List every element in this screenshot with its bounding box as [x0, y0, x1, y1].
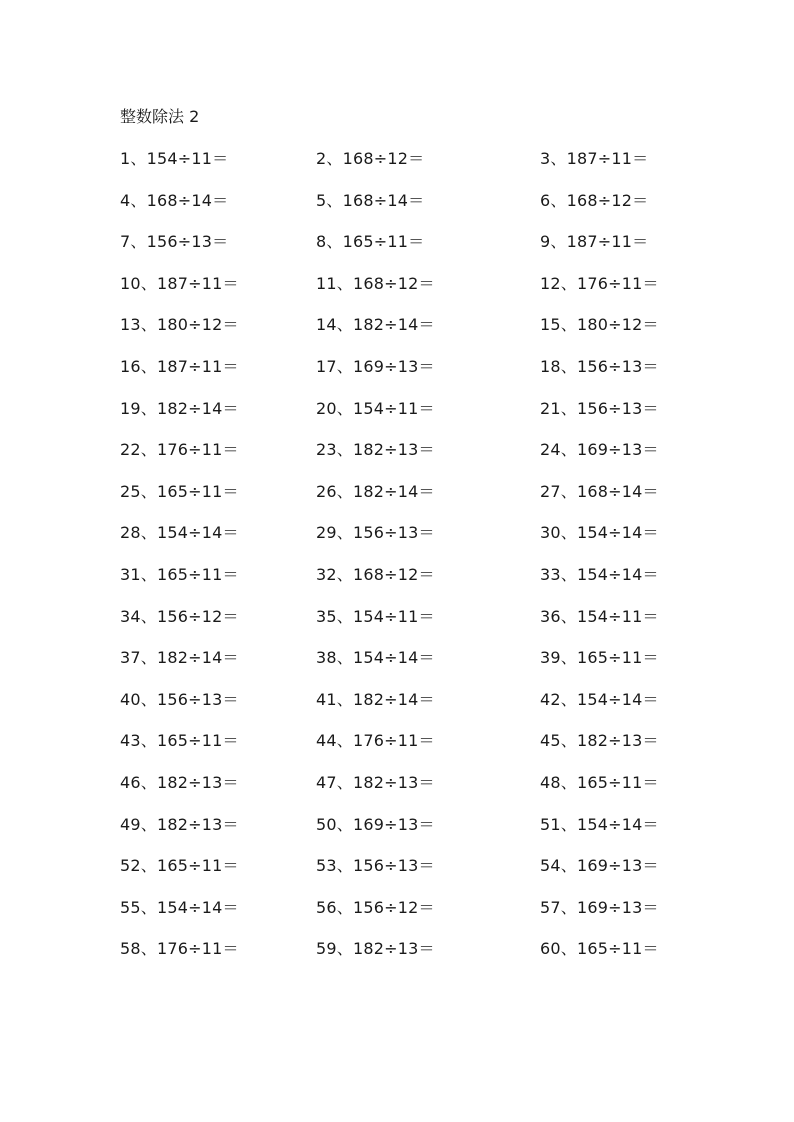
division-problem: 26、182÷14＝	[316, 481, 435, 501]
division-problem: 49、182÷13＝	[120, 814, 239, 834]
division-problem: 18、156÷13＝	[540, 356, 659, 376]
division-problem: 56、156÷12＝	[316, 897, 435, 917]
division-problem: 28、154÷14＝	[120, 523, 239, 543]
division-problem: 1、154÷11＝	[120, 149, 229, 168]
division-problem: 42、154÷14＝	[540, 689, 659, 709]
division-problem: 13、180÷12＝	[120, 315, 239, 335]
division-problem: 20、154÷11＝	[316, 398, 435, 418]
division-problem: 45、182÷13＝	[540, 731, 659, 751]
division-problem: 40、156÷13＝	[120, 689, 239, 709]
division-problem: 54、169÷13＝	[540, 856, 659, 876]
division-problem: 15、180÷12＝	[540, 315, 659, 335]
division-problem: 58、176÷11＝	[120, 939, 239, 959]
division-problem: 52、165÷11＝	[120, 856, 239, 876]
division-problem: 27、168÷14＝	[540, 481, 659, 501]
division-problem: 16、187÷11＝	[120, 356, 239, 376]
division-problem: 10、187÷11＝	[120, 273, 239, 293]
division-problem: 19、182÷14＝	[120, 398, 239, 418]
division-problem: 24、169÷13＝	[540, 440, 659, 460]
division-problem: 22、176÷11＝	[120, 440, 239, 460]
division-problem: 44、176÷11＝	[316, 731, 435, 751]
division-problem: 8、165÷11＝	[316, 232, 425, 252]
division-problem: 39、165÷11＝	[540, 648, 659, 668]
division-problem: 25、165÷11＝	[120, 481, 239, 501]
division-problem: 12、176÷11＝	[540, 273, 659, 293]
division-problem: 23、182÷13＝	[316, 440, 435, 460]
division-problem: 37、182÷14＝	[120, 648, 239, 668]
division-problem: 55、154÷14＝	[120, 897, 239, 917]
division-problem: 33、154÷14＝	[540, 564, 659, 584]
division-problem: 60、165÷11＝	[540, 939, 659, 959]
division-problem: 35、154÷11＝	[316, 606, 435, 626]
division-problem: 51、154÷14＝	[540, 814, 659, 834]
division-problem: 2、168÷12＝	[316, 149, 425, 168]
division-problem: 59、182÷13＝	[316, 939, 435, 959]
division-problem: 14、182÷14＝	[316, 315, 435, 335]
division-problem: 32、168÷12＝	[316, 564, 435, 584]
division-problem: 34、156÷12＝	[120, 606, 239, 626]
division-problem: 11、168÷12＝	[316, 273, 435, 293]
division-problem: 57、169÷13＝	[540, 897, 659, 917]
division-problem: 9、187÷11＝	[540, 232, 649, 252]
division-problem: 5、168÷14＝	[316, 190, 425, 210]
division-problem: 38、154÷14＝	[316, 648, 435, 668]
division-problem: 47、182÷13＝	[316, 772, 435, 792]
worksheet-title: 整数除法 2	[120, 107, 200, 126]
division-problem: 48、165÷11＝	[540, 772, 659, 792]
division-problem: 17、169÷13＝	[316, 356, 435, 376]
division-problem: 21、156÷13＝	[540, 398, 659, 418]
division-problem: 46、182÷13＝	[120, 772, 239, 792]
division-problem: 4、168÷14＝	[120, 190, 229, 210]
division-problem: 6、168÷12＝	[540, 190, 649, 210]
division-problem: 31、165÷11＝	[120, 564, 239, 584]
division-problem: 36、154÷11＝	[540, 606, 659, 626]
division-problem: 29、156÷13＝	[316, 523, 435, 543]
division-problem: 3、187÷11＝	[540, 149, 649, 168]
division-problem: 50、169÷13＝	[316, 814, 435, 834]
division-problem: 7、156÷13＝	[120, 232, 229, 252]
division-problem: 53、156÷13＝	[316, 856, 435, 876]
problem-grid	[120, 148, 680, 980]
division-problem: 30、154÷14＝	[540, 523, 659, 543]
division-problem: 41、182÷14＝	[316, 689, 435, 709]
division-problem: 43、165÷11＝	[120, 731, 239, 751]
